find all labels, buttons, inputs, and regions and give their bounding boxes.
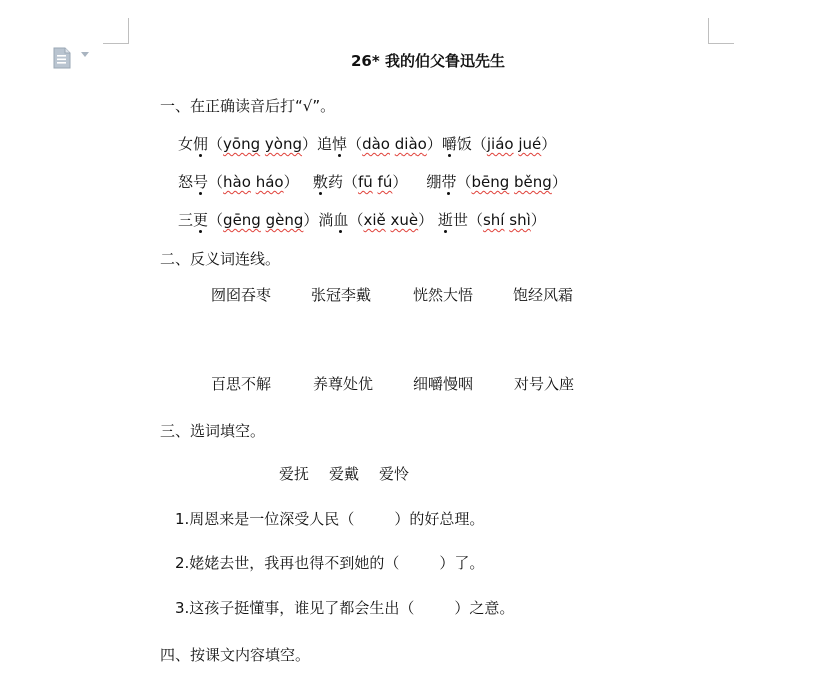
fill-blank-item: [175, 553, 484, 573]
pinyin-option[interactable]: běng: [514, 173, 552, 191]
pinyin-option[interactable]: shì: [509, 211, 531, 229]
word-char: 绷: [426, 173, 442, 191]
fill-blank-text: 1.周恩来是一位深受人民（: [175, 510, 355, 528]
word-choice[interactable]: 爱抚: [279, 465, 310, 483]
pinyin-option[interactable]: dào: [362, 135, 390, 153]
idiom-bottom[interactable]: 养尊处优: [313, 375, 374, 393]
crop-mark-top-left: [128, 18, 129, 44]
word-char: 怒: [178, 173, 194, 191]
pinyin-option[interactable]: gèng: [265, 211, 304, 229]
document-icon[interactable]: [52, 47, 72, 69]
fill-blank-item: [175, 598, 514, 618]
fill-blank-text: ）了。: [439, 554, 485, 572]
idiom-bottom[interactable]: 对号入座: [514, 375, 575, 393]
section-heading: 三、选词填空。: [160, 422, 266, 440]
idiom-top[interactable]: 恍然大悟: [413, 286, 474, 304]
dotted-char: 悼: [332, 135, 348, 153]
fill-blank-text: 2.姥姥去世，我再也得不到她的（: [175, 554, 400, 572]
fill-blank-text: ）之意。: [454, 599, 515, 617]
pinyin-option[interactable]: fū: [357, 173, 373, 191]
fill-blank-text: 3.这孩子挺懂事，谁见了都会生出（: [175, 599, 415, 617]
pinyin-option[interactable]: fú: [377, 173, 393, 191]
dotted-char: 逝: [437, 211, 453, 229]
fill-blank-item: [175, 509, 484, 529]
word-choice[interactable]: 爱戴: [329, 465, 360, 483]
page-title: 26* 我的伯父鲁迅先生: [351, 52, 505, 70]
pinyin-option[interactable]: xiě: [363, 211, 386, 229]
dotted-char: 号: [193, 173, 209, 191]
chevron-down-icon[interactable]: [81, 52, 89, 57]
fill-blank-text: ）的好总理。: [394, 510, 485, 528]
pinyin-option[interactable]: jué: [518, 135, 542, 153]
pinyin-option[interactable]: jiáo: [486, 135, 514, 153]
word-char: 淌: [318, 211, 334, 229]
word-char: 追: [317, 135, 333, 153]
word-char: 世: [452, 211, 468, 229]
pinyin-option[interactable]: yōng: [223, 135, 261, 153]
pinyin-option[interactable]: xuè: [390, 211, 419, 229]
word-char: 药: [327, 173, 343, 191]
dotted-char: 带: [441, 173, 457, 191]
idiom-bottom[interactable]: 细嚼慢咽: [413, 375, 474, 393]
idiom-top[interactable]: 饱经风霜: [513, 286, 574, 304]
crop-mark-top-left: [103, 43, 128, 44]
pinyin-option[interactable]: hào: [223, 173, 251, 191]
idiom-top[interactable]: 张冠李戴: [311, 286, 372, 304]
dotted-char: 佣: [193, 135, 209, 153]
word-choice[interactable]: 爱怜: [379, 465, 410, 483]
crop-mark-top-right: [709, 43, 734, 44]
section-heading: 一、在正确读音后打“√”。: [160, 97, 336, 115]
pinyin-option[interactable]: háo: [255, 173, 284, 191]
pinyin-option[interactable]: yòng: [264, 135, 303, 153]
pinyin-row-1: 女佣（yōng yòng）追悼（dào diào）嚼饭（jiáo jué）: [178, 135, 557, 153]
dotted-char: 更: [193, 211, 209, 229]
word-char: 女: [178, 135, 194, 153]
section-heading: 二、反义词连线。: [160, 250, 281, 268]
dotted-char: 敷: [312, 173, 328, 191]
dotted-char: 血: [333, 211, 349, 229]
pinyin-option[interactable]: shí: [482, 211, 505, 229]
word-char: 饭: [456, 135, 472, 153]
idiom-bottom[interactable]: 百思不解: [211, 375, 272, 393]
section-heading: 四、按课文内容填空。: [160, 646, 311, 664]
pinyin-row-2: 怒号（hào háo） 敷药（fū fú） 绷带（bēng běng）: [178, 173, 567, 191]
dotted-char: 嚼: [441, 135, 457, 153]
pinyin-option[interactable]: bēng: [471, 173, 510, 191]
idiom-top[interactable]: 囫囵吞枣: [211, 286, 272, 304]
pinyin-option[interactable]: gēng: [223, 211, 261, 229]
pinyin-row-3: 三更（gēng gèng）淌血（xiě xuè） 逝世（shí shì）: [178, 211, 546, 229]
word-char: 三: [178, 211, 194, 229]
crop-mark-top-right: [708, 18, 709, 44]
pinyin-option[interactable]: diào: [394, 135, 427, 153]
